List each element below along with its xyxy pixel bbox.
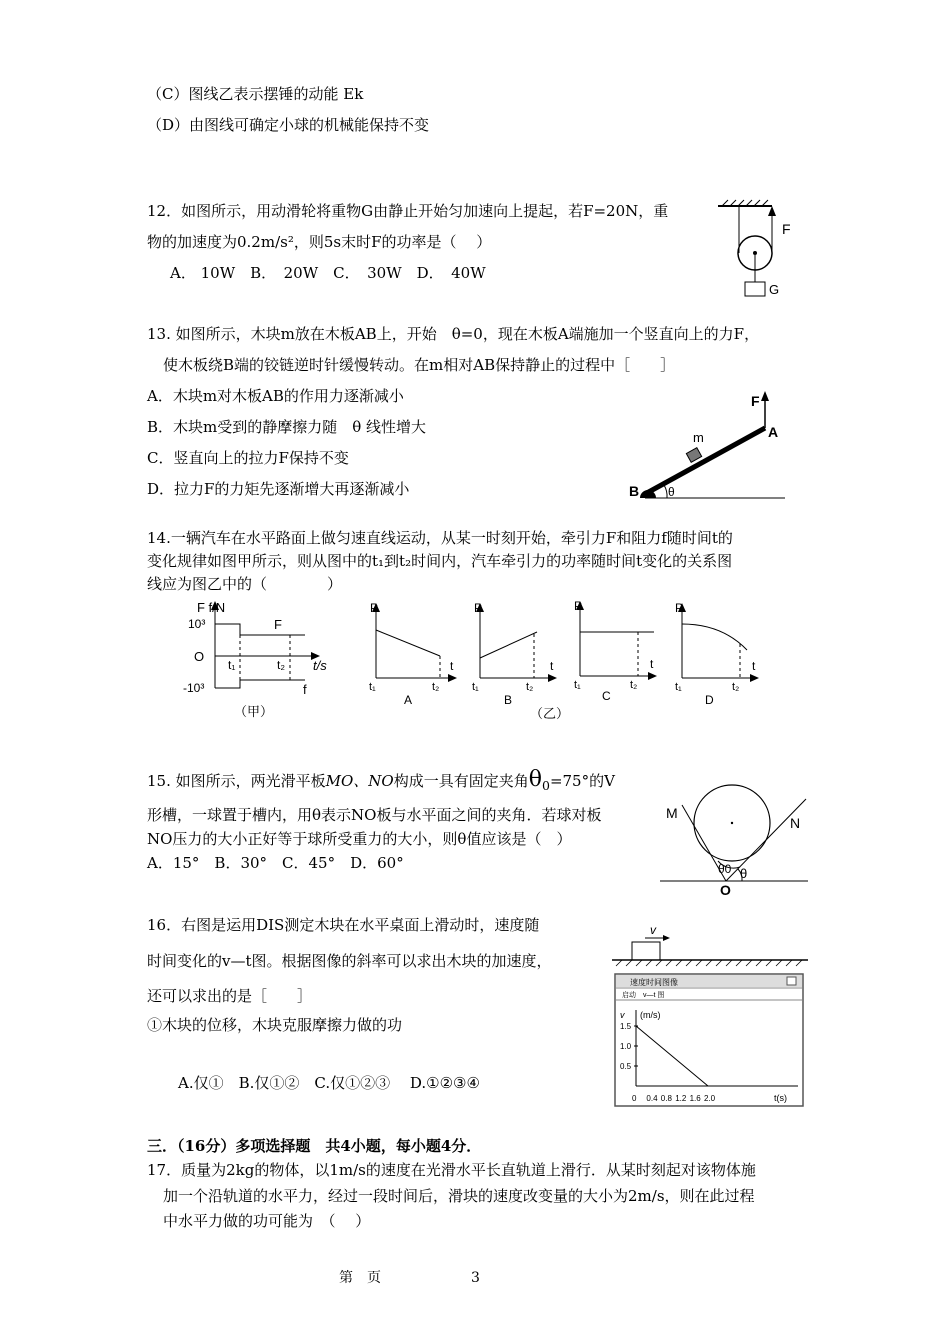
graph-c-p: P xyxy=(574,599,583,613)
graph-d-name: D xyxy=(705,693,714,707)
q15-options: A．15° B．30° C．45° D．60° xyxy=(147,854,404,872)
graph-c-t: t xyxy=(650,657,654,671)
q16-x-tick: 1.2 xyxy=(675,1094,687,1103)
q16-y-tick: 0.5 xyxy=(620,1062,632,1071)
q12-options: A． 10W B． 20W C． 30W D． 40W xyxy=(170,264,486,282)
graph-c xyxy=(574,599,657,703)
q16-x-tick: 0.8 xyxy=(660,1094,672,1103)
q12-label-g: G xyxy=(769,282,780,297)
graph-a xyxy=(369,601,457,707)
q15-label-m: M xyxy=(666,805,678,821)
jia-caption: （甲） xyxy=(234,704,274,719)
q16-x-tick: 0.4 xyxy=(646,1094,658,1103)
graph-b-t2: t₂ xyxy=(526,681,534,693)
q12-label-f: F xyxy=(782,221,791,237)
footer-page-number: 3 xyxy=(471,1270,480,1286)
q13-label-m: m xyxy=(693,430,704,445)
q16-window-toolbar: 启动 v—t 图 xyxy=(622,992,665,999)
q16-stem-line1: 16．右图是运用DIS测定木块在水平桌面上滑动时，速度随 xyxy=(147,916,540,934)
q17-stem-line2: 加一个沿轨道的水平力，经过一段时间后，滑块的速度改变量的大小为2m/s，则在此过程 xyxy=(163,1187,755,1205)
q13-label-b: B xyxy=(629,483,640,499)
graph-a-t1: t₁ xyxy=(369,681,376,693)
q13-option-c: C．竖直向上的拉力F保持不变 xyxy=(147,449,349,467)
q13-label-a: A xyxy=(768,424,779,440)
q16-dis-figure xyxy=(612,920,808,1110)
q17-stem-line1: 17．质量为2kg的物体，以1m/s的速度在光滑水平长直轨道上滑行．从某时刻起对该物体施 xyxy=(147,1161,756,1179)
q15-label-n: N xyxy=(790,815,801,831)
q16-window-close-icon[interactable] xyxy=(787,977,796,985)
q11-option-d: （D）由图线可确定小球的机械能保持不变 xyxy=(147,116,430,134)
q15-label-o: O xyxy=(720,882,731,898)
graph-b-t: t xyxy=(550,659,554,673)
graph-c-name: C xyxy=(602,689,611,703)
q12-pulley-figure xyxy=(712,198,812,303)
footer-page-label: 第 页 xyxy=(339,1270,381,1286)
q15-stem-line2: 形槽，一球置于槽内，用θ表示NO板与水平面之间的夹角．若球对板 xyxy=(147,806,602,824)
q13-option-b: B．木块m受到的静摩擦力随 θ 线性增大 xyxy=(147,418,427,436)
section3-heading: 三．（16分）多项选择题 共4小题，每小题4分． xyxy=(147,1137,482,1155)
graph-d xyxy=(675,601,759,707)
q12-stem-line2: 物的加速度为0.2m/s²，则5s末时F的功率是（ ） xyxy=(147,233,492,251)
graph-c-t1: t₁ xyxy=(574,679,581,691)
q16-y-label: v xyxy=(620,1010,625,1020)
jia-t1: t₁ xyxy=(228,658,236,672)
q14-stem-line2: 变化规律如图甲所示，则从图中的t₁到t₂时间内，汽车牵引力的功率随时间t变化的关系图 xyxy=(147,552,733,570)
jia-axis-y: F f/N xyxy=(197,600,226,615)
q15-label-theta0: θ0 xyxy=(718,862,732,876)
graph-d-t2: t₂ xyxy=(732,681,740,693)
q15-stem-line1: 15. 如图所示，两光滑平板MO、NO构成一具有固定夹角$\theta_0=75^\circ$的V xyxy=(147,767,615,793)
graph-b-name: B xyxy=(504,693,513,707)
q13-board-figure xyxy=(620,388,795,503)
jia-label-f: f xyxy=(303,682,307,697)
q13-label-theta: θ xyxy=(668,485,675,499)
q13-label-f: F xyxy=(751,393,760,409)
q15-v-groove-figure xyxy=(660,775,810,900)
q16-v-label: v xyxy=(650,923,656,937)
q16-x-label: t(s) xyxy=(774,1093,787,1103)
q16-stem-line2: 时间变化的v—t图。根据图像的斜率可以求出木块的加速度， xyxy=(147,952,552,970)
graph-d-p: P xyxy=(675,601,684,615)
q16-y-tick: 1.5 xyxy=(620,1022,632,1031)
q12-stem-line1: 12．如图所示，用动滑轮将重物G由静止开始匀加速向上提起，若F=20N，重 xyxy=(147,202,669,220)
q16-x-tick: 1.6 xyxy=(689,1094,701,1103)
q14-figure-jia xyxy=(180,598,340,723)
q13-stem-line2: 使木板绕B端的铰链逆时针缓慢转动。在m相对AB保持静止的过程中［ ］ xyxy=(163,356,676,374)
q16-stem-line3: 还可以求出的是［ ］ xyxy=(147,987,313,1005)
q16-stem-line4: ①木块的位移，木块克服摩擦力做的功 xyxy=(147,1016,403,1034)
q14-stem-line3: 线应为图乙中的（ ） xyxy=(147,575,343,593)
q17-stem-line3: 中水平力做的功可能为 （ ） xyxy=(163,1212,371,1230)
yi-caption: （乙） xyxy=(530,706,570,721)
jia-t2: t₂ xyxy=(277,658,285,672)
graph-b xyxy=(472,601,557,707)
graph-a-t2: t₂ xyxy=(432,681,440,693)
jia-axis-x: t/s xyxy=(313,658,327,673)
graph-a-p: P xyxy=(370,601,379,615)
q13-option-d: D．拉力F的力矩先逐渐增大再逐渐减小 xyxy=(147,480,410,498)
jia-top-value: 10³ xyxy=(188,617,206,631)
jia-origin: O xyxy=(194,649,205,664)
jia-bottom-value: -10³ xyxy=(183,681,205,695)
q16-y-unit: (m/s) xyxy=(640,1010,661,1020)
q16-x-tick: 0 xyxy=(632,1094,637,1103)
graph-d-t1: t₁ xyxy=(675,681,682,693)
q14-figure-yi xyxy=(362,598,772,723)
q13-option-a: A．木块m对木板AB的作用力逐渐减小 xyxy=(147,387,404,405)
q15-label-theta: θ xyxy=(740,866,748,881)
graph-b-p: P xyxy=(474,601,483,615)
q16-options: A.仅① B.仅①② C.仅①②③ D.①②③④ xyxy=(178,1074,480,1092)
q13-stem-line1: 13. 如图所示，木块m放在木板AB上，开始 θ=0，现在木板A端施加一个竖直向上的力F， xyxy=(147,325,760,343)
q16-x-tick: 2.0 xyxy=(704,1094,716,1103)
q16-y-tick: 1.0 xyxy=(620,1042,632,1051)
graph-d-t: t xyxy=(752,659,756,673)
q15-stem-line3: NO压力的大小正好等于球所受重力的大小，则θ值应该是（ ） xyxy=(147,830,572,848)
graph-b-t1: t₁ xyxy=(472,681,479,693)
q16-window-title: 速度时间图像 xyxy=(630,978,678,987)
q14-stem-line1: 14.一辆汽车在水平路面上做匀速直线运动，从某一时刻开始，牵引力F和阻力f随时间t的 xyxy=(147,529,733,547)
graph-a-t: t xyxy=(450,659,454,673)
graph-a-name: A xyxy=(404,693,413,707)
graph-c-t2: t₂ xyxy=(630,679,638,691)
q11-option-c: （C）图线乙表示摆锤的动能 Ek xyxy=(147,85,364,103)
jia-label-F: F xyxy=(274,617,282,632)
